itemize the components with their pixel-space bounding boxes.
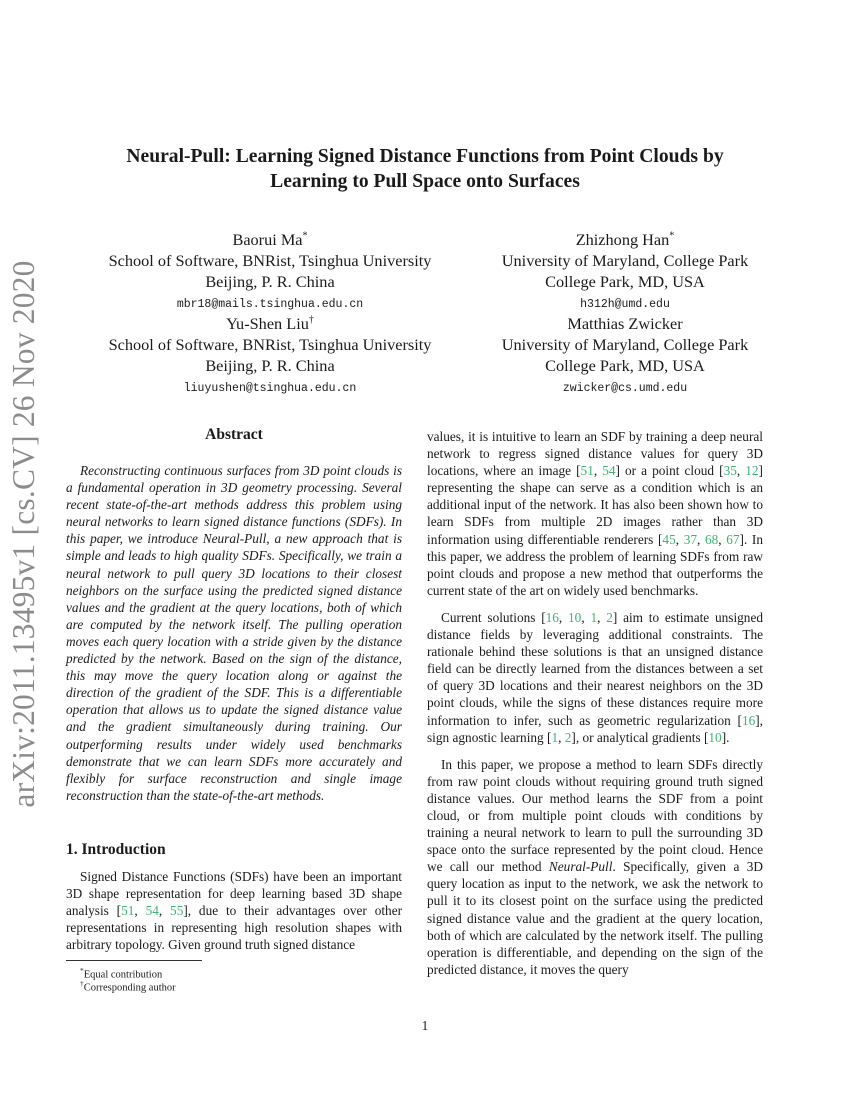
citation-link[interactable]: 35: [723, 463, 737, 479]
title-line-1: Neural-Pull: Learning Signed Distance Functions from Point Clouds by: [126, 146, 724, 167]
method-name: Neural-Pull: [548, 859, 613, 875]
citation-link[interactable]: 2: [606, 609, 613, 625]
footnote-divider: [66, 960, 202, 961]
author-email[interactable]: liuyushen@tsinghua.edu.cn: [183, 382, 357, 395]
author-location: College Park, MD, USA: [545, 356, 705, 375]
citation-link[interactable]: 67: [726, 531, 740, 547]
citation-link[interactable]: 12: [745, 463, 759, 479]
author-location: College Park, MD, USA: [545, 272, 705, 291]
title-line-2: Learning to Pull Space onto Surfaces: [270, 171, 580, 192]
author-location: Beijing, P. R. China: [205, 272, 335, 291]
intro-paragraph-1: Signed Distance Functions (SDFs) have been an important 3D shape representation for deep learning based 3D shape analysis [51, 54, 55], due to their advantages over other representations in representing high resolution shapes with arbitrary topology. Given ground truth signed distance: [66, 869, 403, 953]
citation-link[interactable]: 51: [580, 463, 594, 479]
citation-link[interactable]: 2: [564, 729, 572, 745]
author-block-han: [460, 229, 790, 313]
citation-link[interactable]: 10: [708, 729, 722, 745]
left-column-body: [66, 868, 402, 953]
author-name: Matthias Zwicker: [567, 314, 683, 333]
citation-link[interactable]: 54: [145, 903, 159, 919]
section-heading-introduction: 1. Introduction: [66, 841, 166, 858]
citation-link[interactable]: 1: [590, 609, 598, 625]
author-email[interactable]: mbr18@mails.tsinghua.edu.cn: [176, 298, 364, 311]
author-affiliation: School of Software, BNRist, Tsinghua University: [108, 335, 432, 354]
arxiv-id: arXiv:2011.13495v1 [cs.CV] 26 Nov 2020: [6, 259, 41, 808]
author-name: Baorui Ma*: [232, 230, 308, 249]
paper-title: [60, 144, 790, 194]
citation-link[interactable]: 1: [551, 729, 559, 745]
author-block-liu: [80, 313, 460, 397]
abstract-text: Reconstructing continuous surfaces from 3D point clouds is a fundamental operation in 3D geometry processing. Several recent state-of-the-art methods address this problem using neural networks to learn signed distance functions (SDFs). In this paper, we introduce Neural-Pull, a new approach that is simple and leads to high quality SDFs. Specifically, we train a neural network to pull query 3D locations to their closest neighbors on the surface using the predicted signed distance values and the gradient at the query locations, both of which are computed by the network itself. The pulling operation moves each query location with a stride given by the distance predicted by the network. Based on the sign of the distance, this may move the query location along or against the direction of the gradient of the SDF. This is a differentiable operation that allows us to update the signed distance value and the gradient simultaneously during training. Our outperforming results under widely used benchmarks demonstrate that we can learn SDFs more accurately and flexibly for surface reconstruction and single image reconstruction than the state-of-the-art methods.: [66, 463, 402, 803]
author-block-zwicker: [460, 313, 790, 397]
citation-link[interactable]: 37: [683, 531, 697, 547]
citation-link[interactable]: 68: [704, 531, 719, 547]
author-affiliation: University of Maryland, College Park: [501, 335, 749, 354]
page-number: 1: [421, 1018, 429, 1033]
citation-link[interactable]: 54: [602, 463, 616, 479]
author-block-ma: [80, 229, 460, 313]
citation-link[interactable]: 55: [170, 903, 184, 919]
footnote-equal-contribution: *Equal contribution: [80, 966, 163, 981]
citation-link[interactable]: 16: [741, 712, 756, 728]
author-email[interactable]: h312h@umd.edu: [580, 298, 670, 311]
author-name: Zhizhong Han*: [575, 230, 675, 249]
author-email[interactable]: zwicker@cs.umd.edu: [562, 382, 688, 395]
arxiv-sidebar-stamp: [4, 259, 44, 808]
author-location: Beijing, P. R. China: [205, 356, 335, 375]
footnote-corresponding-author: †Corresponding author: [80, 979, 176, 994]
intro-paragraph-4: In this paper, we propose a method to learn SDFs directly from raw point clouds without requiring ground truth signed distance values. Our method learns the SDF from a point cloud, or from multiple point clouds with conditions by training a neural network to learn to pull the surrounding 3D space onto the surface represented by the point cloud. Hence we call our method Neural-Pull. Specifically, given a 3D query location as input to the network, we ask the network to pull it to its closest point on the surface using the predicted signed distance value and the gradient at the query location, both of which are calculated by the network itself. The pulling operation is differentiable, and depending on the sign of the predicted distance, it moves the query: [427, 756, 764, 977]
citation-link[interactable]: 45: [662, 531, 676, 547]
author-name: Yu-Shen Liu†: [226, 314, 314, 333]
citation-link[interactable]: 16: [545, 609, 559, 625]
citation-link[interactable]: 10: [568, 609, 582, 625]
intro-paragraph-2: values, it is intuitive to learn an SDF by training a deep neural network to regress signed distance values for query 3D locations, where an image [51, 54] or a point cloud [35, 12] representing the shape can serve as a condition which is an additional input of the network. It has also been shown how to learn SDFs from multiple 2D images rather than 3D information using differentiable renderers [45, 37, 68, 67]. In this paper, we address the problem of learning SDFs from raw point clouds and propose a new method that outperforms the current state of the art on widely used benchmarks.: [427, 429, 763, 598]
author-affiliation: University of Maryland, College Park: [501, 251, 749, 270]
intro-paragraph-3: Current solutions [16, 10, 1, 2] aim to estimate unsigned distance fields by leveraging additional constraints. The rationale behind these solutions is that an unsigned distance field can be directly learned from the distances between a set of query 3D locations and their nearest neighbors on the 3D point clouds, while the signs of these distances require more information to infer, such as geometric regularization [16], sign agnostic learning [1, 2], or analytical gradients [10].: [427, 609, 763, 745]
author-affiliation: School of Software, BNRist, Tsinghua University: [108, 251, 432, 270]
abstract-heading: Abstract: [205, 426, 263, 443]
right-column-body: [427, 428, 763, 978]
citation-link[interactable]: 51: [121, 903, 135, 919]
